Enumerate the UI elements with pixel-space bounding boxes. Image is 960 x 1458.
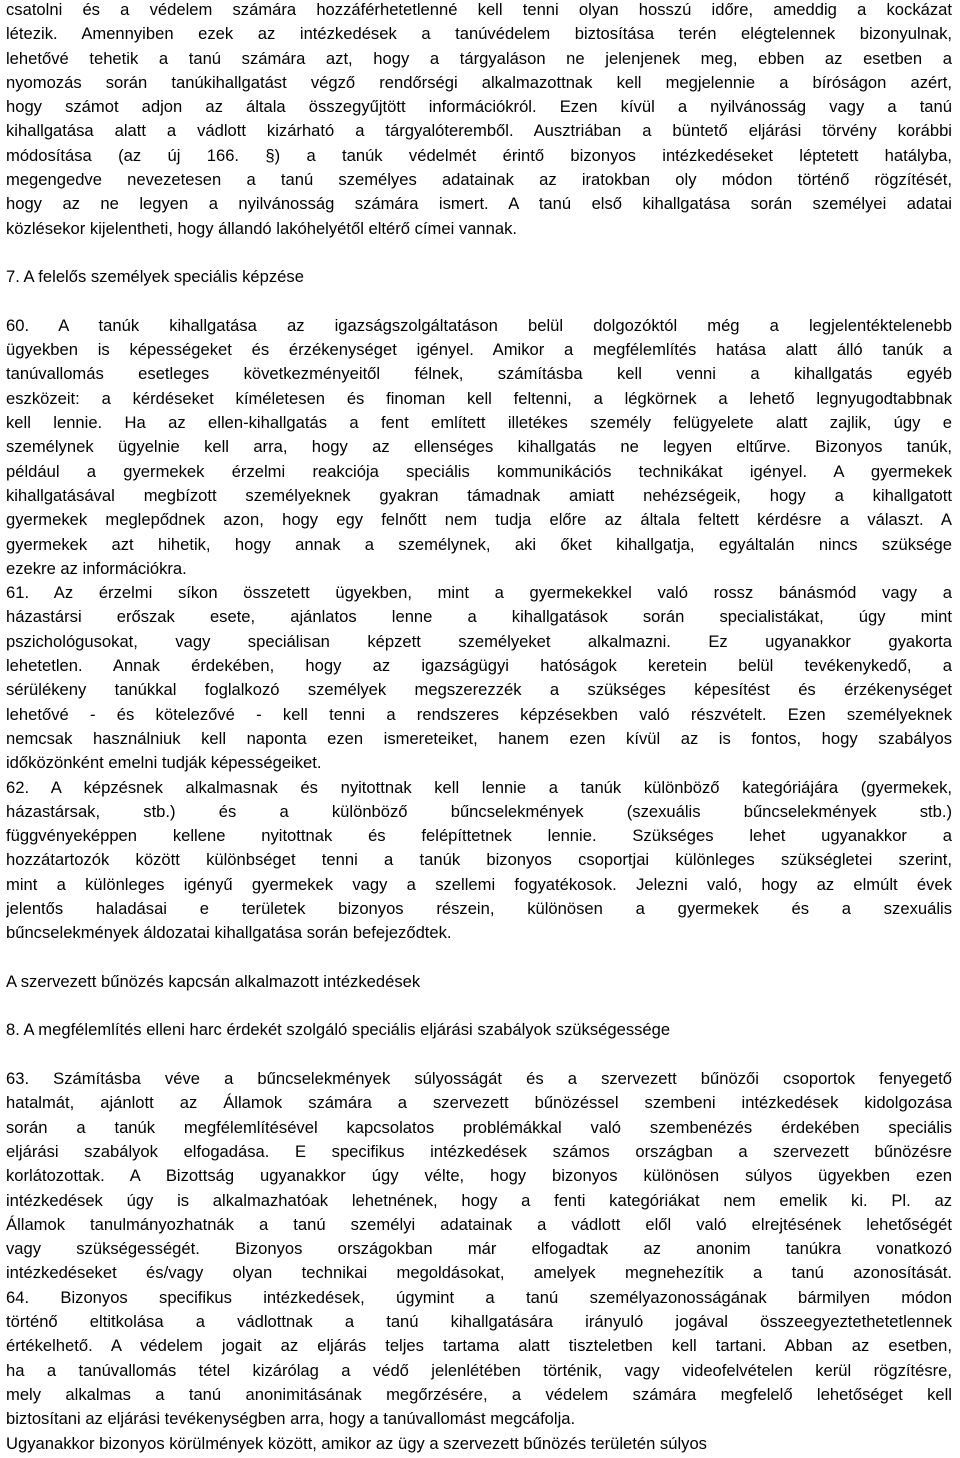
- text-line: például a gyermekek érzelmi reakciója speciális kommunikációs technikákat igényel. A gyermekek: [6, 461, 952, 481]
- text-line: időközönként emelni tudják képességeiket.: [6, 753, 322, 773]
- text-line: eszközeit: a kérdéseket kíméletesen és finoman kell feltenni, a légkörnek a lehető legnyugodtabbnak: [6, 388, 952, 408]
- text-line: lehetővé - és kötelezővé - kell tenni a rendszeres képzésekben való részvételt. Ezen személyeknek: [6, 704, 952, 724]
- text-line: csatolni és a védelem számára hozzáférhetetlenné kell tenni olyan hosszú időre, ameddig a kockázat: [6, 0, 952, 19]
- text-line: hogy számot adjon az általa összegyűjtött információkról. Ezen kívül a nyilvánosság vagy a tanú: [6, 97, 952, 117]
- text-line: kell lennie. Ha az ellen-kihallgatás a fent említett illetékes személy felügyelete alatt zajlik, úgy e: [6, 413, 952, 433]
- text-line: közlésekor kijelentheti, hogy állandó lakóhelyétől eltérő címei vannak.: [6, 218, 518, 238]
- text-line: intézkedések úgy is alkalmazhatóak lehetnének, hogy a fenti kategóriákat nem emelik ki. Pl. az: [6, 1190, 952, 1210]
- text-line: házastársak, stb.) és a különböző bűncselekmények (szexuális bűncselekmények stb.): [6, 801, 952, 821]
- text-line: biztosítani az eljárási tevékenységben arra, hogy a tanúvallomást megcáfolja.: [6, 1409, 576, 1429]
- text-line: A szervezett bűnözés kapcsán alkalmazott intézkedések: [6, 971, 421, 991]
- text-line: hatalmát, ajánlott az Államok számára a szervezett bűnözéssel szembeni intézkedések kidolgozása: [6, 1093, 952, 1113]
- text-line: mint a különleges igényű gyermekek vagy a szellemi fogyatékosok. Jelezni való, hogy az elmúlt évek: [6, 874, 952, 894]
- text-line: hozzátartozók között különbséget tenni a tanúk bizonyos csoportjai különleges szükségletei szerint,: [6, 850, 952, 870]
- text-line: Ugyanakkor bizonyos körülmények között, amikor az ügy a szervezett bűnözés területén súlyos: [6, 1433, 707, 1453]
- text-line: 60. A tanúk kihallgatása az igazságszolgáltatáson belül dolgozóktól még a legjelentéktelenebb: [6, 315, 952, 335]
- text-line: tanúvallomás esetleges következményeitől félnek, számításba kell venni a kihallgatás egyéb: [6, 364, 952, 384]
- text-line: lehetetlen. Annak érdekében, hogy az igazságügyi hatóságok keretein belül tevékenykedő, a: [6, 656, 952, 676]
- text-line: 61. Az érzelmi síkon összetett ügyekben, mint a gyermekekkel való rossz bánásmód vagy a: [6, 583, 952, 603]
- text-line: 64. Bizonyos specifikus intézkedések, úgymint a tanú személyazonosságának bármilyen módon: [6, 1287, 952, 1307]
- text-line: módosítása (az új 166. §) a tanúk védelmét érintő bizonyos intézkedéseket léptetett hatályba,: [6, 145, 952, 165]
- text-line: történő eltitkolása a vádlottnak a tanú kihallgatására irányuló jogával összeegyeztethetetlennek: [6, 1312, 952, 1332]
- blank-line: [6, 290, 952, 314]
- text-line: sérülékeny tanúkkal foglalkozó személyek megszerezzék a szükséges képesítést és érzékenységet: [6, 680, 952, 700]
- text-line: gyermekek meglepődnek azon, hogy egy felnőtt nem tudja előre az általa feltett kérdésre a választ. A: [6, 510, 952, 530]
- text-line: eljárási szabályok elfogadása. E specifikus intézkedések számos országban a szervezett bűnözésre: [6, 1141, 952, 1161]
- text-line: pszichológusokat, vagy speciálisan képzett személyeket alkalmazni. Ez ugyanakkor gyakorta: [6, 631, 952, 651]
- text-line: függvényeképpen kellene nyitottnak és felépíttetnek lennie. Szükséges lehet ugyanakkor a: [6, 826, 952, 846]
- text-line: mely alkalmas a tanú anonimitásának megőrzésére, a védelem számára megfelelő lehetőséget kell: [6, 1384, 952, 1404]
- text-line: ügyekben is képességeket és érzékenységet igényel. Amikor a megfélemlítés hatása alatt álló tanúk a: [6, 340, 952, 360]
- text-line: személynek ügyelnie kell arra, hogy az ellenséges kihallgatás ne legyen eltűrve. Bizonyos tanúk,: [6, 437, 952, 457]
- text-line: kihallgatásával megbízott személyeknek gyakran támadnak amiatt nehézségeik, hogy a kihallgatott: [6, 485, 952, 505]
- text-line: Államok tanulmányozhatnák a tanú személyi adatainak a vádlott elől való elrejtésének lehetőségét: [6, 1214, 952, 1234]
- text-line: gyermekek azt hihetik, hogy annak a személynek, aki őket kihallgatja, egyáltalán nincs szüksége: [6, 534, 952, 554]
- blank-line: [6, 1043, 952, 1067]
- text-line: vagy szükségességét. Bizonyos országokban már elfogadtak az anonim tanúkra vonatkozó: [6, 1239, 952, 1259]
- text-line: 7. A felelős személyek speciális képzése: [6, 267, 304, 287]
- text-line: ha a tanúvallomás tétel kizárólag a védő jelenlétében történik, vagy videofelvételen kerül rögzítésre,: [6, 1360, 952, 1380]
- text-line: 62. A képzésnek alkalmasnak és nyitottnak kell lennie a tanúk különböző kategóriájára (gyermekek,: [6, 777, 952, 797]
- text-line: létezik. Amennyiben ezek az intézkedések a tanúvédelem biztosítása terén elégtelennek bizonyulnak,: [6, 24, 952, 44]
- blank-line: [6, 994, 952, 1018]
- text-line: nemcsak használniuk kell naponta ezen ismereteiket, hanem ezen kívül az is fontos, hogy szabályos: [6, 728, 952, 748]
- blank-line: [6, 946, 952, 970]
- text-line: hogy az ne legyen a nyilvánosság számára ismert. A tanú első kihallgatása során személyei adatai: [6, 194, 952, 214]
- text-line: 8. A megfélemlítés elleni harc érdekét szolgáló speciális eljárási szabályok szükségessége: [6, 1020, 671, 1040]
- text-line: jelentős haladásai e területek bizonyos részein, különösen a gyermekek és a szexuális: [6, 898, 952, 918]
- text-line: ezekre az információkra.: [6, 558, 187, 578]
- text-line: során a tanúk megfélemlítésével kapcsolatos problémákkal való szembenézés érdekében speciális: [6, 1117, 952, 1137]
- text-line: házastársi erőszak esete, ajánlatos lenne a kihallgatások során specialistákat, úgy mint: [6, 607, 952, 627]
- text-line: nyomozás során tanúkihallgatást végző rendőrségi alkalmazottnak kell megjelennie a bíróságon azért,: [6, 72, 952, 92]
- text-line: értékelhető. A védelem jogait az eljárás teljes tartama alatt tiszteletben kell tartani. Abban az esetben,: [6, 1336, 952, 1356]
- text-line: intézkedéseket és/vagy olyan technikai megoldásokat, amelyek megnehezítik a tanú azonosítását.: [6, 1263, 952, 1283]
- text-line: 63. Számításba véve a bűncselekmények súlyosságát és a szervezett bűnözői csoportok fenyegető: [6, 1069, 952, 1089]
- text-line: megengedve nevezetesen a tanú személyes adatainak az iratokban oly módon történő rögzítését,: [6, 170, 952, 190]
- text-line: korlátozottak. A Bizottság ugyanakkor úgy vélte, hogy bizonyos különösen súlyos ügyekben ezen: [6, 1166, 952, 1186]
- text-line: lehetővé tehetik a tanú számára azt, hogy a tárgyaláson ne jelenjenek meg, ebben az esetben a: [6, 48, 952, 68]
- text-line: bűncselekmények áldozatai kihallgatása során befejeződtek.: [6, 923, 452, 943]
- text-line: kihallgatása alatt a vádlott kizárható a tárgyalóteremből. Ausztriában a büntető eljárási törvény korábbi: [6, 121, 952, 141]
- blank-line: [6, 241, 952, 265]
